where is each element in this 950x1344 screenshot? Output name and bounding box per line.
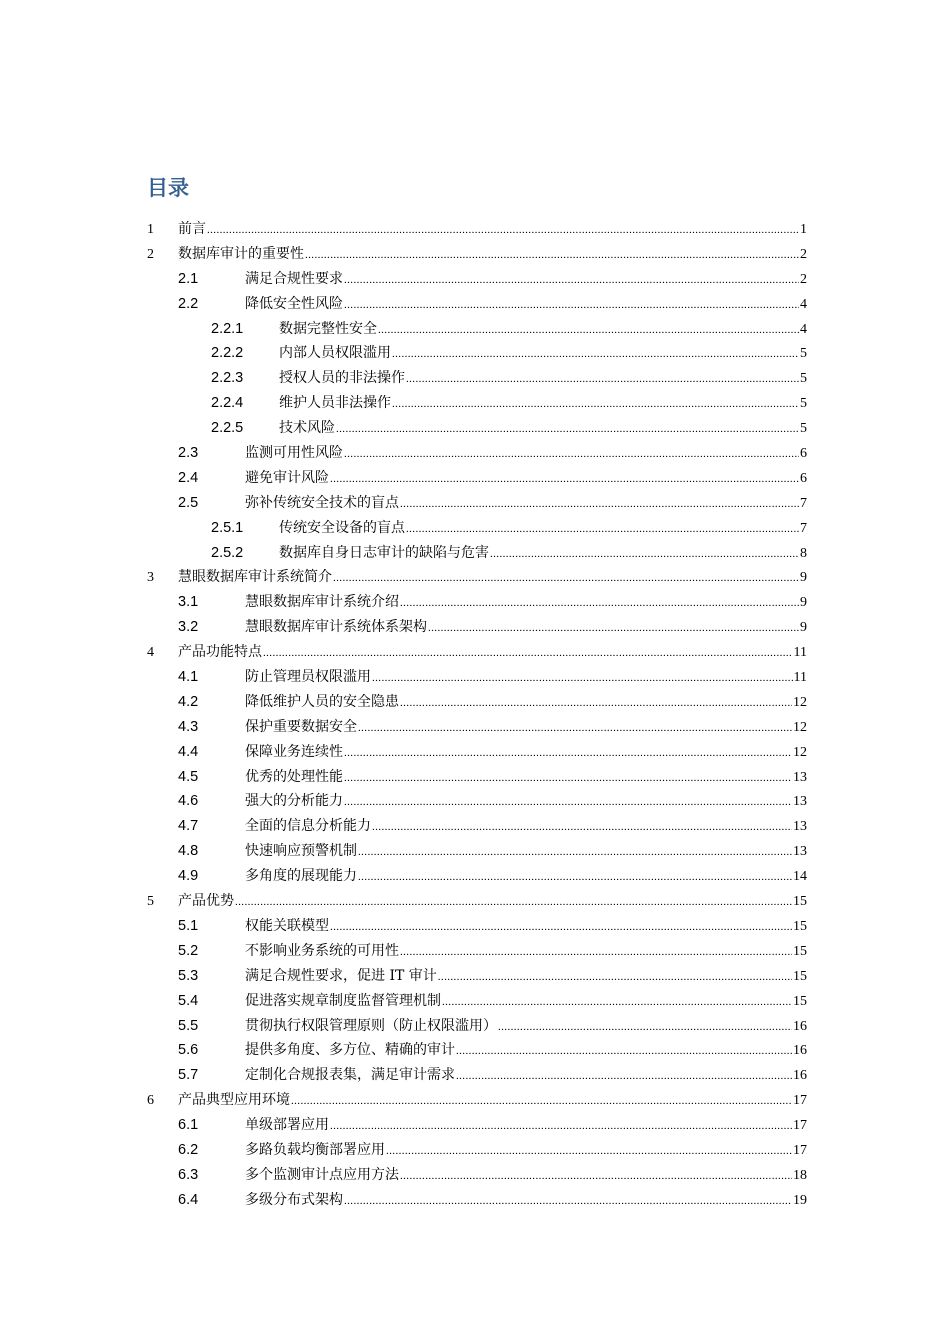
- dot-leader: [344, 742, 792, 764]
- toc-entry-page-number: 17: [793, 1118, 807, 1134]
- dot-leader: [344, 767, 792, 789]
- toc-entry-number: 4.9: [178, 868, 199, 885]
- dot-leader: [333, 567, 799, 589]
- toc-entry-page-number: 5: [800, 421, 807, 437]
- toc-entry[interactable]: [147, 915, 807, 940]
- toc-entry-page-number: 17: [793, 1093, 807, 1109]
- toc-entry[interactable]: [147, 1089, 807, 1114]
- toc-entry-number: 3: [147, 570, 154, 586]
- toc-entry-number: 4.5: [178, 768, 199, 785]
- toc-entry-label: 技术风险: [279, 420, 335, 437]
- toc-entry-label: 慧眼数据库审计系统介绍: [245, 594, 399, 611]
- dot-leader: [392, 343, 799, 365]
- toc-entry-page-number: 1: [800, 222, 807, 237]
- toc-entry[interactable]: [147, 616, 807, 641]
- toc-entry[interactable]: [147, 417, 807, 442]
- toc-entry-page-number: 4: [800, 296, 807, 312]
- dot-leader: [207, 219, 799, 241]
- toc-entry-page-number: 11: [793, 645, 807, 661]
- toc-entry-number: 6.1: [178, 1117, 199, 1134]
- dot-leader: [358, 866, 792, 888]
- toc-entry-number: 2.2.5: [211, 420, 244, 437]
- toc-entry-page-number: 19: [793, 1192, 807, 1208]
- dot-leader: [400, 1165, 792, 1187]
- dot-leader: [344, 791, 792, 813]
- dot-leader: [400, 592, 799, 614]
- toc-entry-number: 6.2: [178, 1141, 199, 1158]
- dot-leader: [386, 1140, 792, 1162]
- toc-entry-page-number: 16: [793, 1068, 807, 1084]
- toc-entry[interactable]: [147, 890, 807, 915]
- dot-leader: [344, 269, 799, 291]
- toc-entry-page-number: 18: [793, 1167, 807, 1183]
- toc-entry-number: 4.2: [178, 693, 199, 710]
- toc-entry-page-number: 13: [793, 794, 807, 810]
- toc-entry-number: 2.4: [178, 469, 199, 486]
- toc-entry-page-number: 2: [800, 271, 807, 287]
- dot-leader: [378, 319, 799, 341]
- toc-entry-page-number: 16: [793, 1043, 807, 1059]
- toc-entry-page-number: 14: [793, 869, 807, 885]
- toc-entry-label: 满足合规性要求，促进 IT 审计: [245, 967, 437, 984]
- toc-entry-number: 2: [147, 246, 154, 262]
- toc-entry-page-number: 15: [793, 943, 807, 959]
- toc-entry-page-number: 9: [800, 595, 807, 611]
- dot-leader: [344, 443, 799, 465]
- toc-entry-number: 4: [147, 645, 154, 661]
- dot-leader: [392, 393, 799, 415]
- toc-entry-number: 4.7: [178, 818, 199, 835]
- toc-entry[interactable]: [147, 243, 807, 268]
- toc-entry[interactable]: [147, 517, 807, 542]
- toc-entry-label: 数据完整性安全: [279, 320, 377, 337]
- toc-entry-number: 2.2.4: [211, 395, 244, 412]
- toc-entry-label: 产品功能特点: [178, 644, 262, 661]
- toc-entry-label: 监测可用性风险: [245, 445, 343, 462]
- toc-entry[interactable]: [147, 666, 807, 691]
- toc-entry-page-number: 6: [800, 446, 807, 462]
- toc-entry-number: 2.2.2: [211, 345, 244, 362]
- toc-entry-label: 定制化合规报表集，满足审计需求: [245, 1067, 455, 1084]
- toc-entry-label: 快速响应预警机制: [245, 843, 357, 860]
- toc-entry-page-number: 6: [800, 470, 807, 486]
- toc-entry[interactable]: [147, 1015, 807, 1040]
- toc-entry[interactable]: [147, 790, 807, 815]
- dot-leader: [438, 966, 792, 988]
- toc-entry[interactable]: [147, 741, 807, 766]
- dot-leader: [442, 991, 792, 1013]
- dot-leader: [428, 617, 799, 639]
- toc-entry[interactable]: [147, 990, 807, 1015]
- toc-entry-number: 2.1: [178, 270, 199, 287]
- toc-entry-page-number: 9: [800, 620, 807, 636]
- toc-entry-number: 6.3: [178, 1166, 199, 1183]
- toc-entry-number: 2.5: [178, 494, 199, 511]
- toc-entry-page-number: 2: [800, 246, 807, 262]
- toc-entry-page-number: 8: [800, 545, 807, 561]
- toc-entry-number: 5.2: [178, 942, 199, 959]
- dot-leader: [235, 891, 792, 913]
- dot-leader: [400, 941, 792, 963]
- toc-entry-label: 不影响业务系统的可用性: [245, 942, 399, 959]
- toc-entry[interactable]: [147, 392, 807, 417]
- toc-entry[interactable]: [147, 218, 807, 243]
- toc-entry-label: 提供多角度、多方位、精确的审计: [245, 1042, 455, 1059]
- toc-entry-label: 产品优势: [178, 893, 234, 910]
- toc-entry-page-number: 13: [793, 769, 807, 785]
- toc-entry-label: 降低安全性风险: [245, 295, 343, 312]
- toc-entry[interactable]: [147, 492, 807, 517]
- toc-entry-number: 4.6: [178, 793, 199, 810]
- dot-leader: [400, 692, 792, 714]
- toc-entry-number: 2.5.2: [211, 544, 244, 561]
- toc-entry[interactable]: [147, 965, 807, 990]
- toc-entry-page-number: 12: [793, 719, 807, 735]
- toc-entry-page-number: 15: [793, 894, 807, 910]
- dot-leader: [291, 1090, 792, 1112]
- toc-entry-number: 2.2.1: [211, 320, 244, 337]
- dot-leader: [490, 543, 799, 565]
- dot-leader: [456, 1065, 792, 1087]
- toc-entry[interactable]: [147, 542, 807, 567]
- toc-entry-label: 促进落实规章制度监督管理机制: [245, 992, 441, 1009]
- toc-entry[interactable]: [147, 268, 807, 293]
- toc-entry-label: 授权人员的非法操作: [279, 370, 405, 387]
- toc-entry-page-number: 13: [793, 819, 807, 835]
- toc-entry-number: 4.3: [178, 718, 199, 735]
- toc-entry-label: 多路负载均衡部署应用: [245, 1141, 385, 1158]
- toc-entry[interactable]: [147, 1164, 807, 1189]
- toc-entry[interactable]: [147, 815, 807, 840]
- toc-entry-label: 保障业务连续性: [245, 743, 343, 760]
- toc-entry-label: 满足合规性要求: [245, 270, 343, 287]
- toc-entry[interactable]: [147, 1114, 807, 1139]
- toc-entry[interactable]: [147, 840, 807, 865]
- toc-entry-number: 4.8: [178, 843, 199, 860]
- toc-entry-page-number: 7: [800, 495, 807, 511]
- toc-entry-page-number: 15: [793, 968, 807, 984]
- toc-entry-label: 内部人员权限滥用: [279, 345, 391, 362]
- toc-entry-label: 强大的分析能力: [245, 793, 343, 810]
- dot-leader: [372, 816, 792, 838]
- toc-title: 目录: [147, 176, 189, 200]
- toc-entry-label: 防止管理员权限滥用: [245, 669, 371, 686]
- toc-entry-page-number: 7: [800, 520, 807, 536]
- toc-entry-page-number: 11: [793, 670, 807, 686]
- dot-leader: [263, 642, 793, 664]
- toc-entry-number: 1: [147, 222, 154, 237]
- toc-entry-label: 维护人员非法操作: [279, 395, 391, 412]
- dot-leader: [330, 916, 792, 938]
- toc-entry[interactable]: [147, 691, 807, 716]
- dot-leader: [406, 368, 799, 390]
- toc-entry-number: 4.4: [178, 743, 199, 760]
- toc-entry-label: 避免审计风险: [245, 469, 329, 486]
- dot-leader: [344, 1190, 792, 1212]
- toc-entry-page-number: 5: [800, 346, 807, 362]
- dot-leader: [498, 1016, 792, 1038]
- toc-entry-page-number: 13: [793, 844, 807, 860]
- toc-entry-label: 贯彻执行权限管理原则（防止权限滥用）: [245, 1017, 497, 1034]
- toc-entry-page-number: 5: [800, 396, 807, 412]
- toc-entry-label: 前言: [178, 221, 206, 237]
- table-of-contents: [147, 218, 807, 1214]
- toc-entry-number: 3.2: [178, 619, 199, 636]
- toc-entry-number: 4.1: [178, 669, 199, 686]
- dot-leader: [344, 294, 799, 316]
- toc-entry-page-number: 16: [793, 1018, 807, 1034]
- toc-entry-label: 单级部署应用: [245, 1117, 329, 1134]
- dot-leader: [358, 841, 792, 863]
- dot-leader: [330, 468, 799, 490]
- dot-leader: [358, 717, 792, 739]
- toc-entry-page-number: 12: [793, 694, 807, 710]
- dot-leader: [305, 244, 799, 266]
- toc-entry[interactable]: [147, 1064, 807, 1089]
- toc-entry-label: 多级分布式架构: [245, 1191, 343, 1208]
- toc-entry-label: 传统安全设备的盲点: [279, 519, 405, 536]
- toc-entry-number: 2.2: [178, 295, 199, 312]
- toc-entry[interactable]: [147, 318, 807, 343]
- toc-entry[interactable]: [147, 367, 807, 392]
- toc-entry[interactable]: [147, 766, 807, 791]
- toc-entry-label: 数据库审计的重要性: [178, 245, 304, 262]
- toc-entry-label: 数据库自身日志审计的缺陷与危害: [279, 544, 489, 561]
- toc-entry-number: 5.5: [178, 1017, 199, 1034]
- toc-entry-label: 产品典型应用环境: [178, 1092, 290, 1109]
- toc-entry[interactable]: [147, 940, 807, 965]
- toc-entry[interactable]: [147, 566, 807, 591]
- toc-entry-label: 优秀的处理性能: [245, 768, 343, 785]
- toc-entry-number: 5.1: [178, 917, 199, 934]
- toc-entry-number: 5.6: [178, 1042, 199, 1059]
- toc-entry-page-number: 5: [800, 371, 807, 387]
- dot-leader: [406, 518, 799, 540]
- toc-entry-label: 多个监测审计点应用方法: [245, 1166, 399, 1183]
- toc-entry-number: 5.4: [178, 992, 199, 1009]
- toc-entry-page-number: 9: [800, 570, 807, 586]
- toc-entry-number: 2.5.1: [211, 519, 244, 536]
- toc-entry-label: 全面的信息分析能力: [245, 818, 371, 835]
- dot-leader: [372, 667, 793, 689]
- toc-entry[interactable]: [147, 1039, 807, 1064]
- toc-entry[interactable]: [147, 865, 807, 890]
- toc-entry[interactable]: [147, 442, 807, 467]
- toc-entry[interactable]: [147, 467, 807, 492]
- toc-entry[interactable]: [147, 342, 807, 367]
- toc-entry-page-number: 4: [800, 321, 807, 337]
- toc-entry-page-number: 17: [793, 1142, 807, 1158]
- toc-entry[interactable]: [147, 641, 807, 666]
- toc-entry-page-number: 12: [793, 744, 807, 760]
- toc-entry[interactable]: [147, 716, 807, 741]
- toc-entry[interactable]: [147, 293, 807, 318]
- dot-leader: [400, 493, 799, 515]
- toc-entry-label: 多角度的展现能力: [245, 868, 357, 885]
- toc-entry[interactable]: [147, 1139, 807, 1164]
- toc-entry-label: 保护重要数据安全: [245, 718, 357, 735]
- dot-leader: [336, 418, 799, 440]
- toc-entry-label: 降低维护人员的安全隐患: [245, 693, 399, 710]
- toc-entry-number: 3.1: [178, 594, 199, 611]
- toc-entry-number: 6: [147, 1093, 154, 1109]
- dot-leader: [330, 1115, 792, 1137]
- toc-entry-page-number: 15: [793, 993, 807, 1009]
- toc-entry-number: 6.4: [178, 1191, 199, 1208]
- toc-entry-number: 5.7: [178, 1067, 199, 1084]
- toc-entry-label: 慧眼数据库审计系统体系架构: [245, 619, 427, 636]
- toc-entry-label: 弥补传统安全技术的盲点: [245, 494, 399, 511]
- toc-entry[interactable]: [147, 591, 807, 616]
- toc-entry[interactable]: [147, 1189, 807, 1214]
- toc-entry-label: 权能关联模型: [245, 917, 329, 934]
- dot-leader: [456, 1040, 792, 1062]
- toc-entry-number: 2.2.3: [211, 370, 244, 387]
- toc-entry-page-number: 15: [793, 918, 807, 934]
- toc-entry-number: 5.3: [178, 967, 199, 984]
- toc-entry-number: 5: [147, 894, 154, 910]
- toc-entry-label: 慧眼数据库审计系统简介: [178, 569, 332, 586]
- toc-entry-number: 2.3: [178, 445, 199, 462]
